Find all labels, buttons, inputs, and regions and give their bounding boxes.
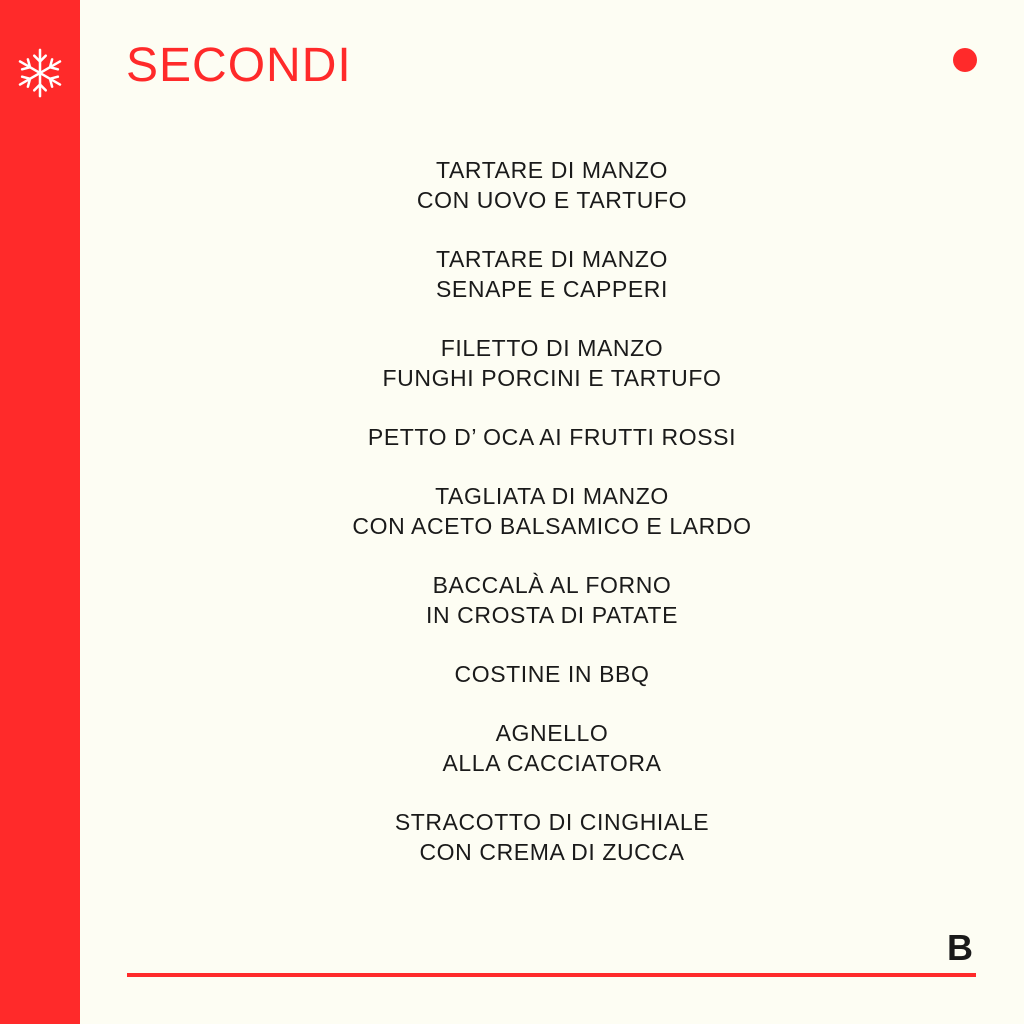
menu-item-description: FUNGHI PORCINI E TARTUFO [382,365,722,391]
menu-item-name: FILETTO DI MANZO [440,335,664,361]
menu-item-description: SENAPE E CAPPERI [435,276,668,302]
menu-item-description: CON CREMA DI ZUCCA [419,839,685,865]
menu-item-name: AGNELLO [495,720,609,746]
menu-item [80,807,1024,867]
menu-item-description: CON ACETO BALSAMICO E LARDO [352,513,752,539]
page-title: SECONDI [126,39,352,92]
left-accent-band [0,0,80,1024]
menu-item-name: TAGLIATA DI MANZO [435,483,669,509]
menu-item [80,659,1024,689]
menu-item [80,570,1024,630]
menu-item [80,718,1024,778]
menu-item [80,333,1024,393]
bottom-divider [127,973,976,977]
menu-item-name: STRACOTTO DI CINGHIALE [394,809,710,835]
menu-item [80,244,1024,304]
menu-item-description: ALLA CACCIATORA [442,750,662,776]
menu-item-name: TARTARE DI MANZO [436,157,668,183]
menu-item-name: TARTARE DI MANZO [436,246,668,272]
menu-list [80,155,1024,896]
brand-logo: B [947,927,973,968]
menu-item-name: COSTINE IN BBQ [454,661,650,687]
menu-item-description: IN CROSTA DI PATATE [425,602,679,628]
menu-item [80,155,1024,215]
red-dot-decoration [953,48,977,72]
menu-item [80,422,1024,452]
snowflake-icon [15,46,65,100]
menu-item-description: CON UOVO E TARTUFO [416,187,688,213]
menu-item [80,481,1024,541]
menu-item-name: PETTO D’ OCA AI FRUTTI ROSSI [367,424,737,450]
menu-item-name: BACCALÀ AL FORNO [432,572,672,598]
